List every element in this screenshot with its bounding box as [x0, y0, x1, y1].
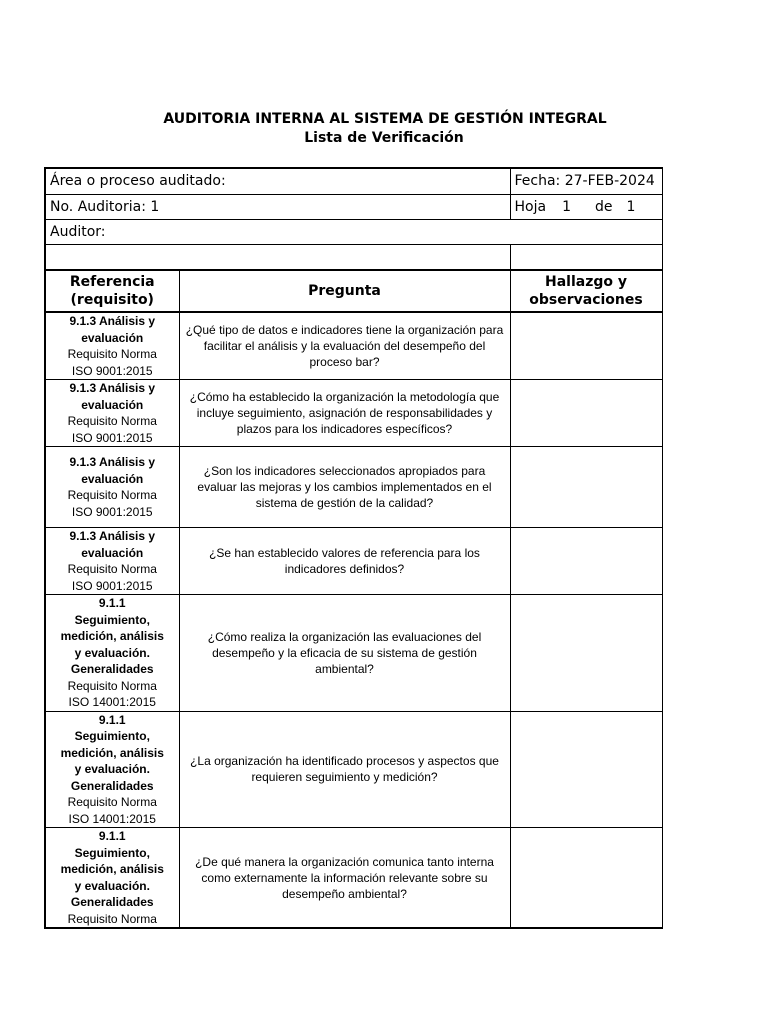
reference-standard: ISO 14001:2015	[68, 695, 156, 709]
reference-clause: 9.1.1	[98, 596, 126, 610]
hallazgo-cell	[510, 380, 662, 447]
question-cell: ¿La organización ha identificado procesos y aspectos que requieren seguimiento y medición?	[179, 711, 510, 828]
reference-standard: Requisito Norma	[67, 488, 157, 502]
reference-clause: Generalidades	[70, 895, 154, 909]
question-cell: ¿Son los indicadores seleccionados apropiados para evaluar las mejoras y los cambios implementados en el sistema de gestión de la calidad?	[179, 447, 510, 528]
question-cell: ¿Se han establecido valores de referencia para los indicadores definidos?	[179, 528, 510, 595]
reference-clause: evaluación	[81, 397, 144, 412]
reference-standard: Requisito Norma	[67, 414, 157, 428]
table-row	[45, 447, 662, 528]
reference-standard: Requisito Norma	[67, 562, 157, 576]
reference-clause: 9.1.1	[98, 712, 126, 727]
reference-cell	[45, 828, 179, 929]
reference-cell	[45, 447, 179, 528]
table-row	[45, 828, 662, 929]
hallazgo-cell	[510, 711, 662, 828]
reference-clause: Seguimiento,	[74, 729, 150, 743]
hoja-number: 1	[562, 198, 571, 215]
reference-clause: 9.1.3 Análisis y	[69, 381, 156, 395]
blank-cell	[510, 244, 662, 269]
col-header-hallazgo: Hallazgo y observaciones	[510, 270, 662, 312]
hallazgo-cell	[510, 595, 662, 712]
reference-clause: evaluación	[81, 471, 144, 486]
reference-cell	[45, 380, 179, 447]
reference-clause: Seguimiento,	[74, 612, 150, 627]
question-cell: ¿Qué tipo de datos e indicadores tiene la organización para facilitar el análisis y la evaluación del desempeño del proceso bar?	[179, 312, 510, 380]
reference-clause: 9.1.3 Análisis y	[69, 455, 156, 469]
table-row	[45, 528, 662, 595]
question-cell: ¿De qué manera la organización comunica tanto interna como externamente la información relevante sobre su desempeño ambiental?	[179, 828, 510, 929]
reference-cell	[45, 595, 179, 712]
reference-clause: y evaluación.	[74, 878, 150, 893]
verification-table	[44, 269, 663, 929]
question-cell: ¿Cómo realiza la organización las evaluaciones del desempeño y la eficacia de su sistema de gestión ambiental?	[179, 595, 510, 712]
reference-standard: Requisito Norma	[67, 678, 157, 693]
reference-standard: Requisito Norma	[67, 911, 157, 926]
hallazgo-cell	[510, 528, 662, 595]
reference-standard: ISO 14001:2015	[68, 811, 156, 826]
reference-standard: Requisito Norma	[67, 347, 157, 361]
hoja-field	[510, 194, 662, 219]
hoja-total: 1	[626, 198, 636, 215]
document-subtitle: Lista de Verificación	[304, 130, 464, 146]
hoja-label: Hoja	[514, 198, 547, 215]
reference-clause: medición, análisis	[60, 745, 164, 760]
reference-standard: ISO 9001:2015	[71, 430, 153, 445]
reference-clause: y evaluación.	[74, 645, 150, 660]
col-header-referencia: Referencia (requisito)	[45, 270, 179, 312]
reference-clause: evaluación	[81, 545, 144, 560]
hallazgo-cell	[510, 447, 662, 528]
reference-cell	[45, 711, 179, 828]
hallazgo-cell	[510, 312, 662, 380]
reference-clause: 9.1.3 Análisis y	[69, 314, 156, 328]
document-title: AUDITORIA INTERNA AL SISTEMA DE GESTIÓN INTEGRAL	[163, 111, 607, 127]
reference-clause: Generalidades	[70, 662, 154, 676]
auditor-label: Auditor:	[45, 219, 662, 244]
table-row	[45, 595, 662, 712]
reference-clause: Seguimiento,	[74, 845, 150, 860]
reference-clause: 9.1.1	[98, 829, 126, 843]
blank-cell	[45, 244, 510, 269]
reference-standard: Requisito Norma	[67, 795, 157, 809]
reference-clause: evaluación	[81, 330, 144, 345]
fecha-field: Fecha: 27-FEB-2024	[510, 168, 662, 194]
reference-cell	[45, 312, 179, 380]
reference-clause: 9.1.3 Análisis y	[69, 529, 156, 543]
area-label: Área o proceso auditado:	[45, 168, 510, 194]
table-row	[45, 380, 662, 447]
auditoria-number: No. Auditoria: 1	[45, 194, 510, 219]
de-label: de	[594, 198, 613, 215]
col-header-pregunta: Pregunta	[179, 270, 510, 312]
reference-standard: ISO 9001:2015	[71, 578, 153, 593]
question-cell: ¿Cómo ha establecido la organización la metodología que incluye seguimiento, asignación de responsabilidades y plazos para los indicadores específicos?	[179, 380, 510, 447]
reference-clause: medición, análisis	[60, 862, 164, 876]
document-header	[0, 110, 768, 147]
hallazgo-cell	[510, 828, 662, 929]
reference-clause: medición, análisis	[60, 629, 164, 643]
audit-info-table	[44, 167, 663, 270]
table-row	[45, 711, 662, 828]
reference-standard: ISO 9001:2015	[71, 504, 153, 519]
reference-cell	[45, 528, 179, 595]
reference-clause: Generalidades	[70, 778, 154, 793]
table-row	[45, 312, 662, 380]
reference-standard: ISO 9001:2015	[71, 363, 153, 378]
reference-clause: y evaluación.	[74, 762, 150, 776]
